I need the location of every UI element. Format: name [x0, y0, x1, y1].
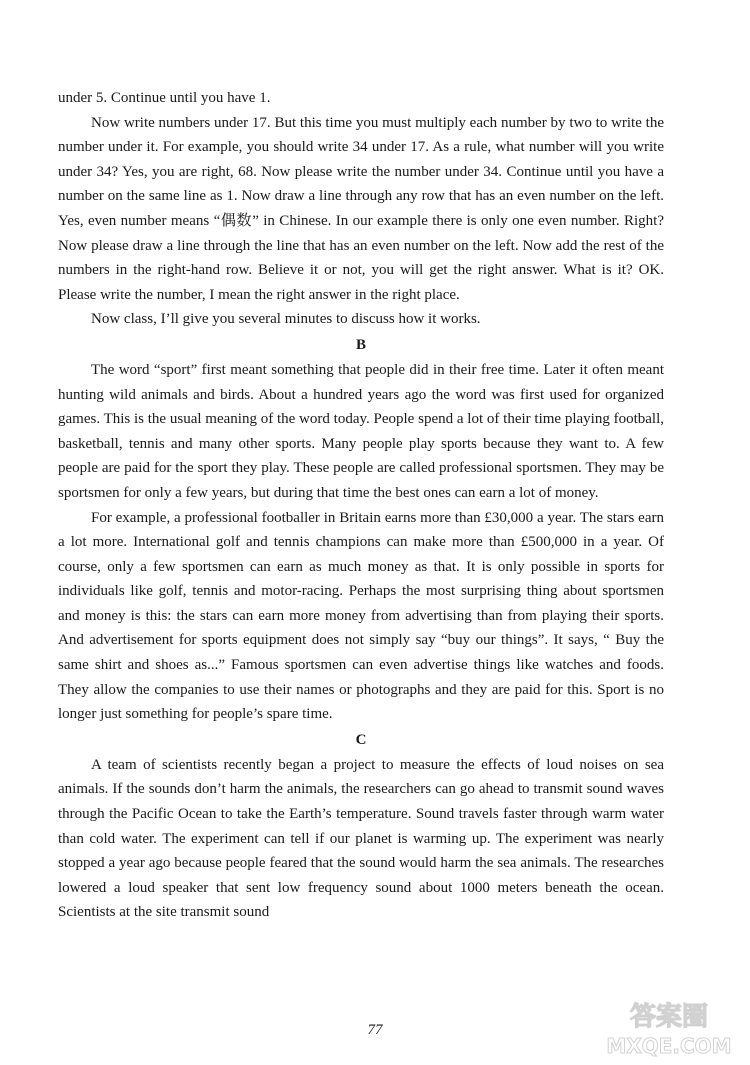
paragraph: The word “sport” first meant something that people did in their free time. Later it often meant hunting wild animals and birds. About a hundred years ago the word was first used for organized games. This is the usual meaning of the word today. People spend a lot of their time playing football, basketball, tennis and many other sports. Many people play sports because they want to. A few people are paid for the sport they play. These people are called professional sportsmen. They may be sportsmen for only a few years, but during that time the best ones can earn a lot of money. — [58, 361, 664, 501]
paragraph: Now class, I’ll give you several minutes to discuss how it works. — [91, 311, 481, 328]
svg-text:MXQE.COM: MXQE.COM — [606, 1034, 732, 1058]
paragraph: A team of scientists recently began a project to measure the effects of loud noises on sea animals. If the sounds don’t harm the animals, the researchers can go ahead to transmit sound waves through the Pacific Ocean to take the Earth’s temperature. Sound travels faster through warm water than cold water. The experiment can tell if our planet is warming up. The experiment was nearly stopped a year ago because people feared that the sound would harm the sea animals. The researches lowered a loud speaker that sent low frequency sound about 1000 meters beneath the ocean. Scientists at the site transmit sound — [58, 756, 664, 921]
body-text — [58, 86, 664, 925]
section-heading-c: C — [355, 731, 367, 748]
paragraph: Now write numbers under 17. But this time you must multiply each number by two to write the number under it. For example, you should write 34 under 17. As a rule, what number will you write under 34? Yes, you are right, 68. Now please write the number under 34. Continue until you have a number on the same line as 1. Now draw a line through any row that has an even number on the left. Yes, even number means “偶数” in Chinese. In our example there is only one even number. Right? Now please draw a line through the line that has an even number on the left. Now add the rest of the numbers in the right-hand row. Believe it or not, you will get the right answer. What is it? OK. Please write the number, I mean the right answer in the right place. — [58, 114, 664, 303]
page-number: 77 — [367, 1022, 383, 1038]
paragraph: under 5. Continue until you have 1. — [58, 90, 271, 106]
svg-text:答案圈: 答案圈 — [629, 1002, 709, 1032]
watermark-logo — [594, 995, 744, 1061]
paragraph: For example, a professional footballer in Britain earns more than £30,000 a year. The stars earn a lot more. International golf and tennis champions can make more than £500,000 in a year. Of course, only a few sportsmen can earn as much money as that. It is only possible in sports for individuals like golf, tennis and motor-racing. Perhaps the most surprising thing about sportsmen and money is this: the stars can earn more money from advertising than from playing their sports. And advertisement for sports equipment does not simply say “buy our things”. It says, “ Buy the same shirt and shoes as...” Famous sportsmen can even advertise things like watches and foods. They allow the companies to use their names or photographs and they are paid for this. Sport is no longer just something for people’s spare time. — [58, 509, 664, 723]
section-heading-b: B — [355, 336, 366, 353]
